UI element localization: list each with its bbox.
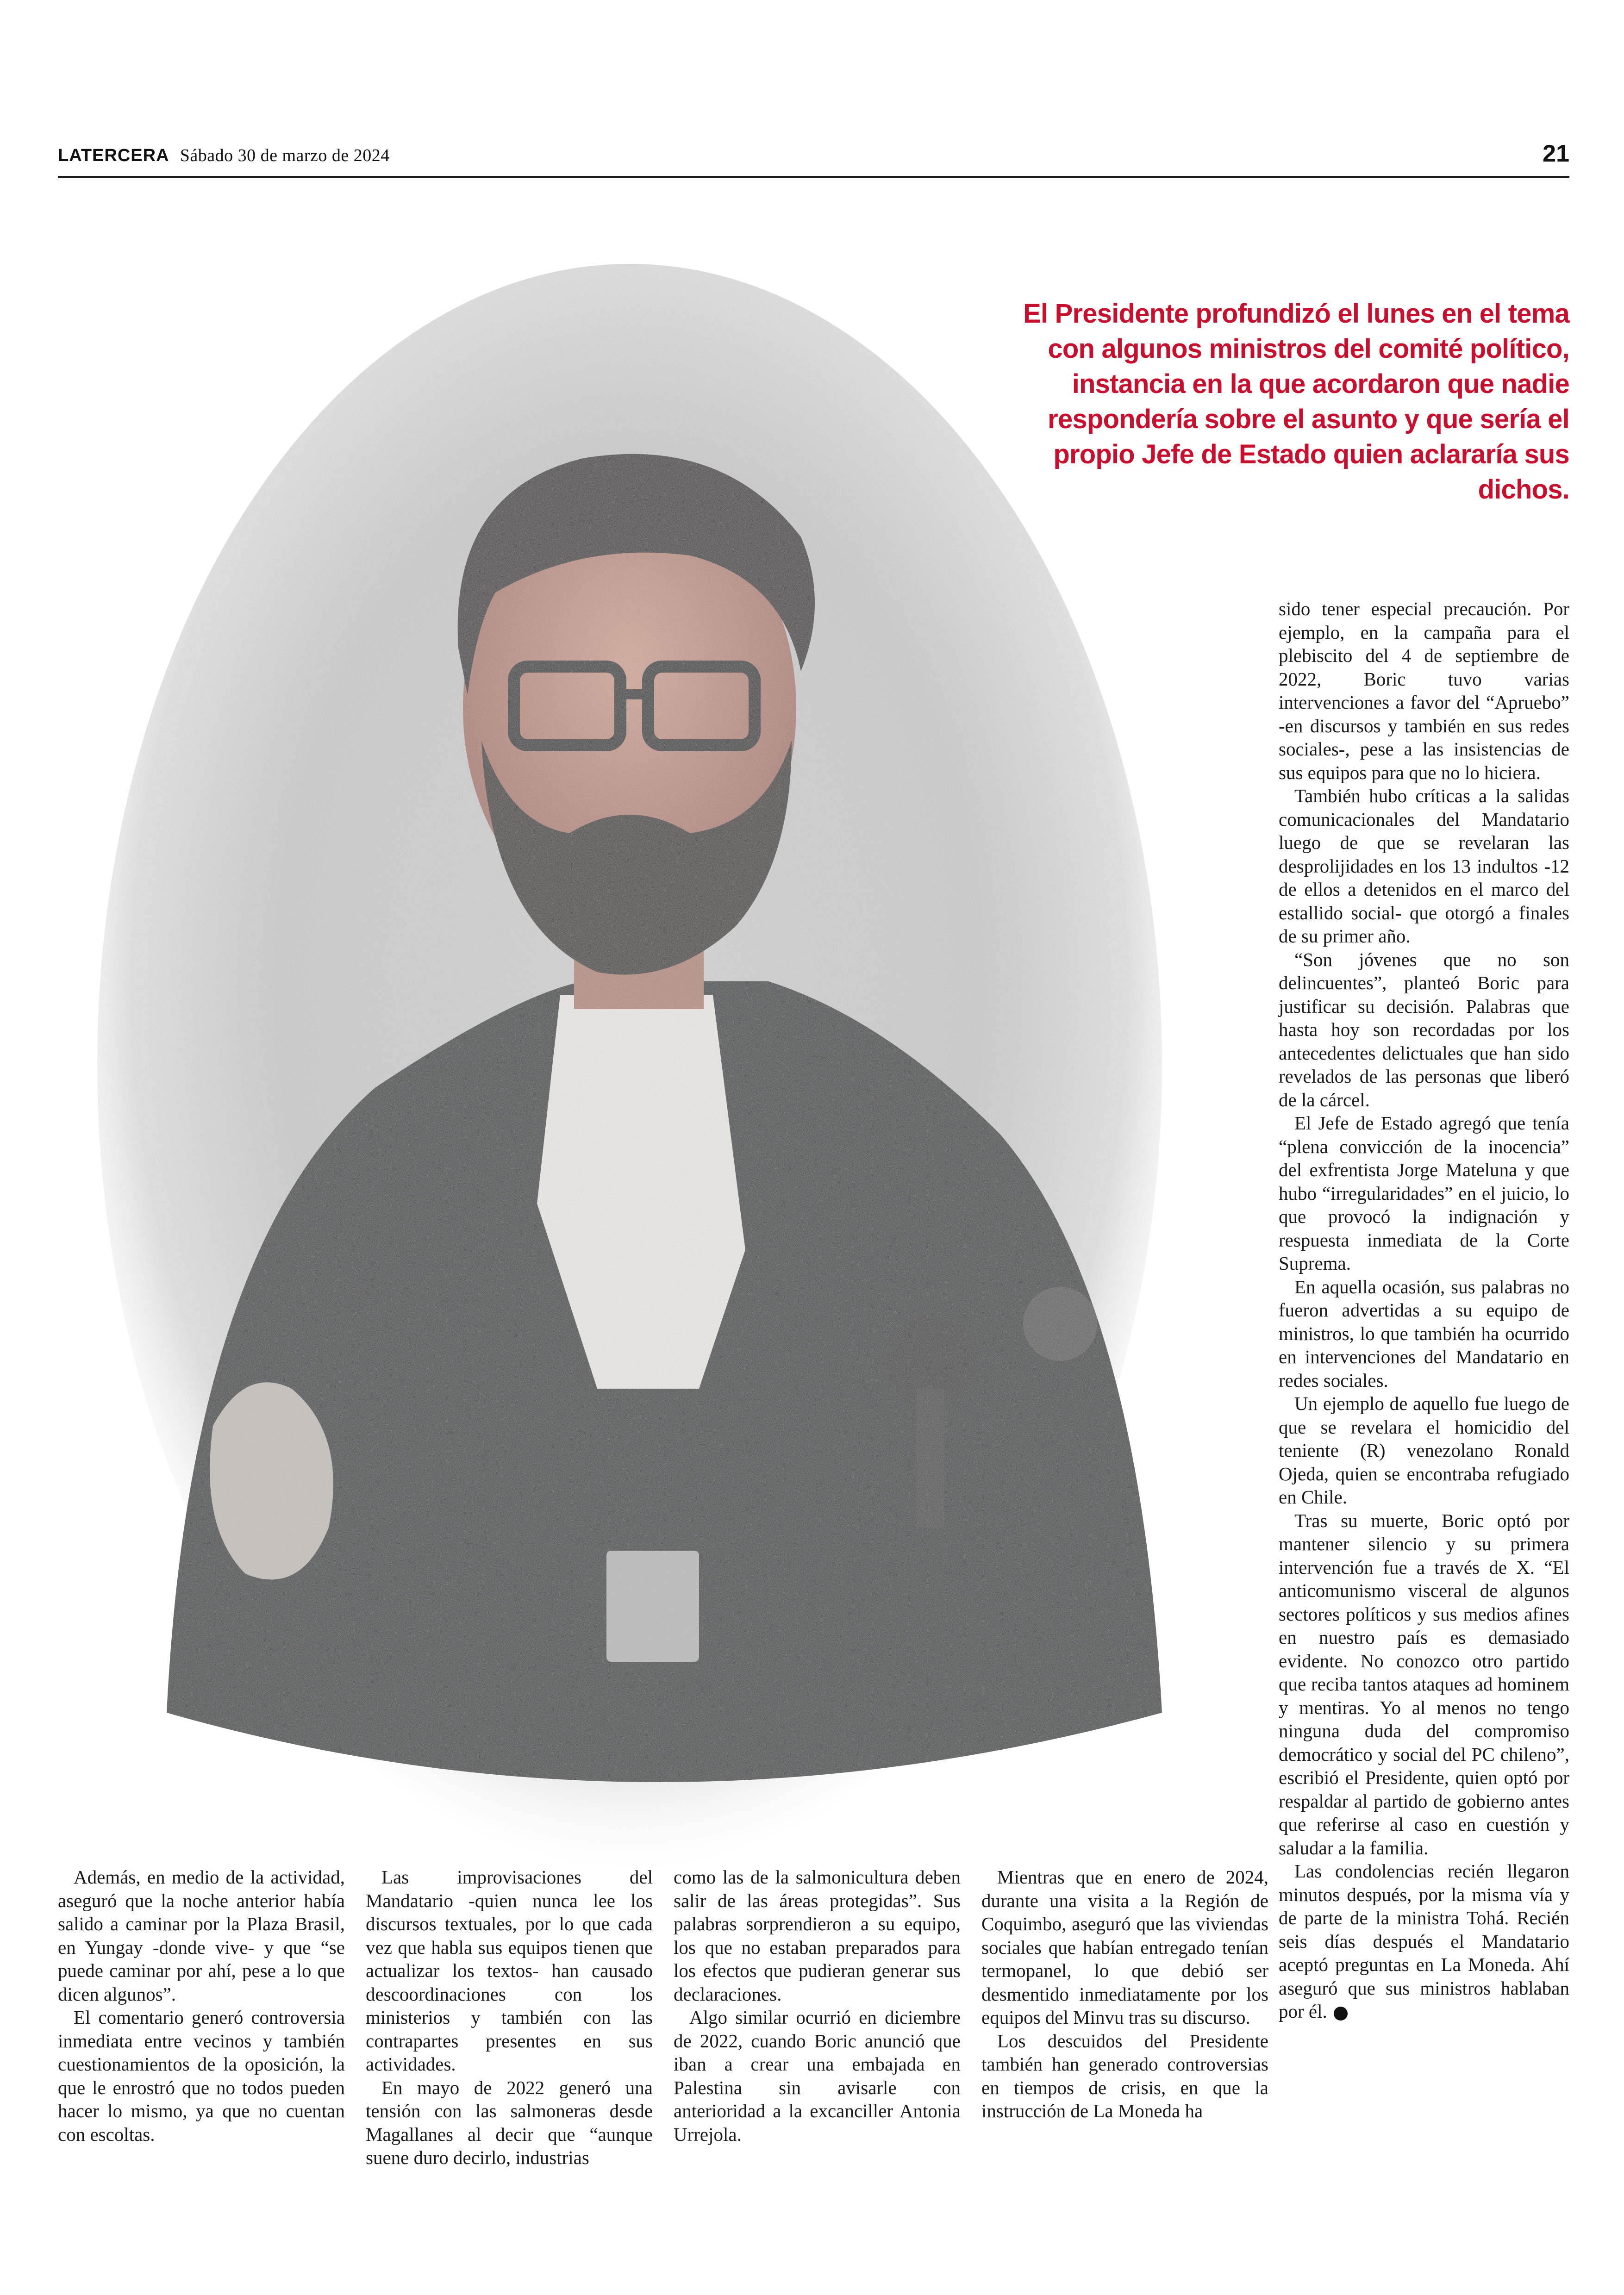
article-column-3 (674, 1865, 961, 2146)
paragraph-final (1279, 1859, 1569, 2023)
paragraph: sido tener especial precaución. Por ejemplo, en la campaña para el plebiscito del 4 de septiembre de 2022, Boric tuvo varias intervenciones a favor del “Apruebo” -en discursos y también en sus redes sociales-, pese a las insistencias de sus equipos para que no lo hiciera. (1279, 598, 1569, 783)
article-column-4 (981, 1865, 1268, 2123)
paragraph: También hubo críticas a la salidas comunicacionales del Mandatario luego de que se revelaran las desprolijidades en los 13 indultos -12 de ellos a detenidos en el marco del estallido social- que otorgó a finales de su primer año. (1279, 785, 1569, 947)
paragraph: Las improvisaciones del Mandatario -quien nunca lee los discursos textuales, por lo que cada vez que habla sus equipos tienen que actualizar los textos- han causado descoordinaciones con los ministerios y también con las contrapartes presentes en sus actividades. (366, 1866, 653, 2075)
paragraph: El comentario generó controversia inmediata entre vecinos y también cuestionamientos de la oposición, la que le enrostró que no todos pueden hacer lo mismo, ya que no cuentan con escoltas. (58, 2007, 345, 2145)
paragraph-text: Las condolencias recién llegaron minutos después, por la misma vía y de parte de la ministra Tohá. Recién seis días después el Mandatario aceptó preguntas en La Moneda. Ahí aseguró que sus ministros hablaban por él. (1279, 1860, 1569, 2022)
paragraph: Tras su muerte, Boric optó por mantener silencio y su primera intervención fue a través de X. “El anticomunismo visceral de algunos sectores políticos y sus medios afines en nuestro país es demasiado evidente. No conozco otro partido que reciba tantos ataques ad hominem y mentiras. Yo al menos no tengo ninguna duda del compromiso democrático y social del PC chileno”, escribió el Presidente, quien optó por respaldar al partido de gobierno antes que referirse al caso en cuestión y saludar a la familia. (1279, 1509, 1569, 1858)
article-column-1 (58, 1865, 345, 2146)
paragraph: El Jefe de Estado agregó que tenía “plena convicción de la inocencia” del exfrentista Jorge Mateluna y que hubo “irregularidades” en el juicio, lo que provocó la indignación y respuesta inmediata de la Corte Suprema. (1279, 1112, 1569, 1274)
paragraph: Mientras que en enero de 2024, durante una visita a la Región de Coquimbo, aseguró que las viviendas sociales que habían entregado tenían termopanel, lo que debió ser desmentido inmediatamente por los equipos del Minvu tras su discurso. (981, 1866, 1268, 2028)
end-of-article-icon (1334, 2007, 1348, 2021)
paragraph: “Son jóvenes que no son delincuentes”, planteó Boric para justificar su decisión. Palabras que hasta hoy son recordadas por los antecedentes delictuales que han sido revelados de las personas que liberó de la cárcel. (1279, 948, 1569, 1110)
paragraph: Un ejemplo de aquello fue luego de que se revelara el homicidio del teniente (R) venezolano Ronald Ojeda, quien se encontraba refugiado en Chile. (1279, 1393, 1569, 1508)
newspaper-brand: LATERCERA (58, 146, 169, 165)
article-column-2 (366, 1865, 653, 2170)
article-column-right (1279, 597, 1569, 2023)
paragraph: En mayo de 2022 generó una tensión con las salmoneras desde Magallanes al decir que “aunque suene duro decirlo, industrias (366, 2077, 653, 2168)
issue-date: Sábado 30 de marzo de 2024 (180, 146, 390, 165)
paragraph: como las de la salmonicultura deben salir de las áreas protegidas”. Sus palabras sorprendieron a su equipo, los que no estaban preparados para los efectos que pudieran generar sus declaraciones. (674, 1866, 961, 2005)
paragraph: Algo similar ocurrió en diciembre de 2022, cuando Boric anunció que iban a crear una embajada en Palestina sin avisarle con anterioridad a la excanciller Antonia Urrejola. (674, 2007, 961, 2145)
page-number: 21 (1543, 140, 1569, 167)
paragraph: En aquella ocasión, sus palabras no fueron advertidas a su equipo de ministros, lo que también ha ocurrido en intervenciones del Mandatario en redes sociales. (1279, 1276, 1569, 1391)
paragraph: Además, en medio de la actividad, aseguró que la noche anterior había salido a caminar por la Plaza Brasil, en Yungay -donde vive- y que “se puede caminar por ahí, pese a lo que dicen algunos”. (58, 1866, 345, 2005)
paragraph: Los descuidos del Presidente también han generado controversias en tiempos de crisis, en que la instrucción de La Moneda ha (981, 2030, 1268, 2121)
pull-quote: El Presidente profundizó el lunes en el tema con algunos ministros del comité político, instancia en la que acordaron que nadie respondería sobre el asunto y que sería el propio Jefe de Estado quien aclararía sus dichos. (1023, 299, 1569, 505)
